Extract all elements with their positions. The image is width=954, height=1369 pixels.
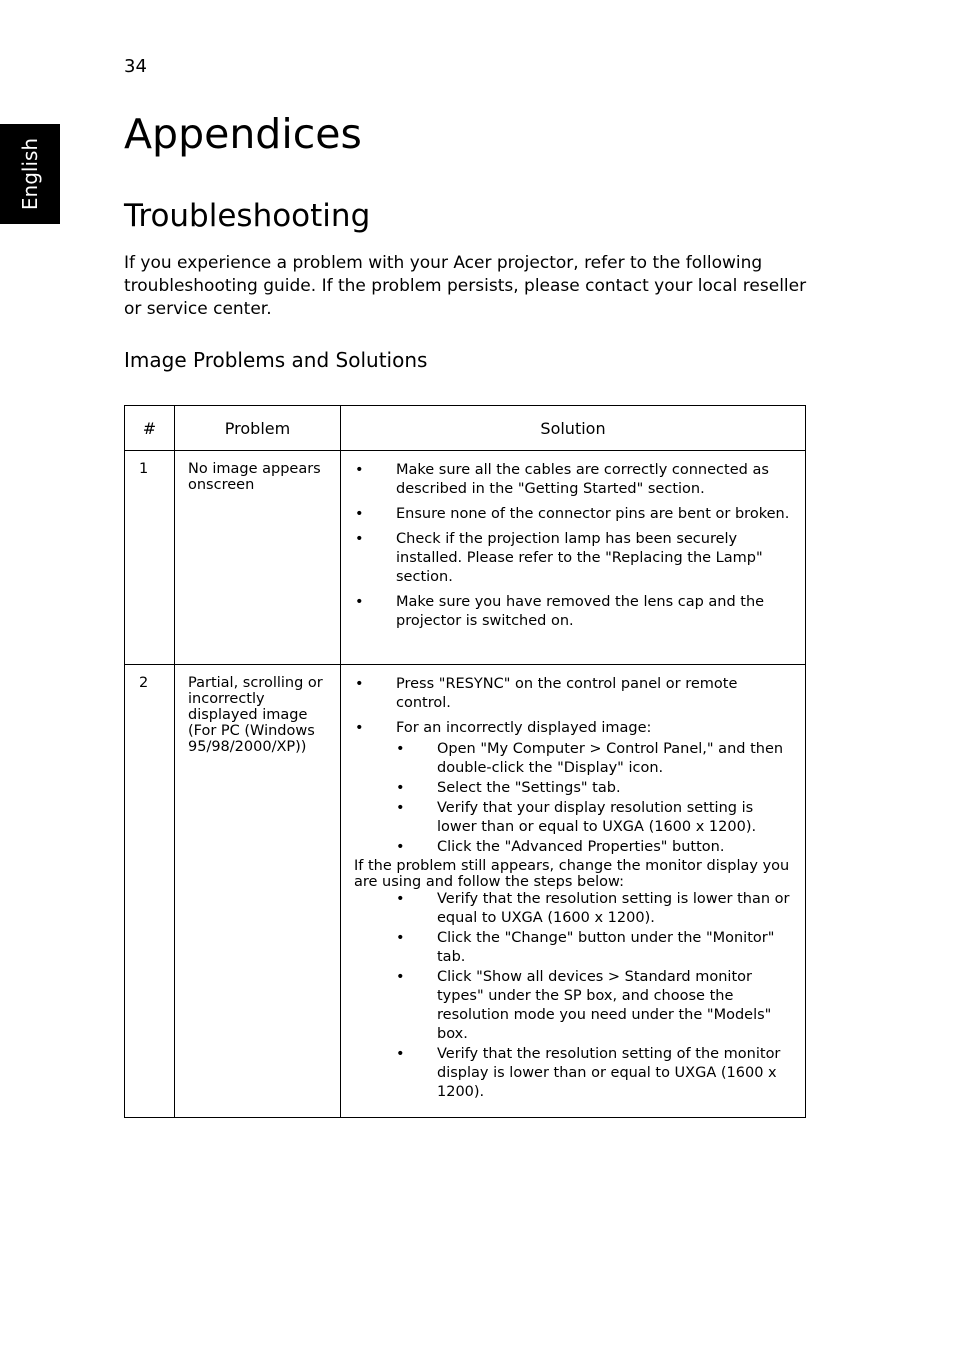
sub-solution-list bbox=[396, 740, 791, 857]
sub-list-item: • Click the "Change" button under the "Monitor" tab. bbox=[354, 929, 791, 967]
page-title: Appendices bbox=[124, 110, 362, 158]
list-item: • Make sure all the cables are correctly connected as described in the "Getting Started" section. bbox=[354, 461, 791, 499]
solution-note: If the problem still appears, change the monitor display you are using and follow the steps below: bbox=[354, 858, 790, 890]
header-solution: Solution bbox=[341, 406, 806, 451]
list-item: • Ensure none of the connector pins are bent or broken. bbox=[354, 505, 791, 524]
table-header-row bbox=[125, 406, 806, 451]
row-number: 1 bbox=[125, 451, 175, 665]
language-tab-label: English bbox=[18, 137, 42, 211]
sub-list-item: • Click "Show all devices > Standard monitor types" under the SP box, and choose the resolution mode you need under the "Models" box. bbox=[354, 968, 791, 1044]
list-item-text: For an incorrectly displayed image: bbox=[396, 720, 652, 736]
list-item: • Make sure you have removed the lens cap and the projector is switched on. bbox=[354, 593, 791, 631]
solution-list bbox=[354, 461, 791, 631]
header-number: # bbox=[125, 406, 175, 451]
troubleshooting-table bbox=[124, 405, 806, 1118]
table-row bbox=[125, 451, 806, 665]
section-title: Troubleshooting bbox=[124, 198, 371, 234]
language-tab bbox=[0, 124, 60, 224]
sub-list-item: • Verify that your display resolution setting is lower than or equal to UXGA (1600 x 1200). bbox=[396, 799, 791, 837]
problem-cell: No image appears onscreen bbox=[175, 451, 341, 665]
sub-list-item: • Select the "Settings" tab. bbox=[396, 779, 791, 798]
sub-list-item: • Verify that the resolution setting of the monitor display is lower than or equal to UXGA (1600 x 1200). bbox=[354, 1045, 791, 1102]
table-row bbox=[125, 665, 806, 1118]
intro-paragraph: If you experience a problem with your Acer projector, refer to the following troubleshooting guide. If the problem persists, please contact your local reseller or service center. bbox=[124, 253, 807, 319]
list-item: • Check if the projection lamp has been securely installed. Please refer to the "Replacing the Lamp" section. bbox=[354, 530, 791, 587]
sub-list-item: • Verify that the resolution setting is lower than or equal to UXGA (1600 x 1200). bbox=[354, 890, 791, 928]
note-steps-list bbox=[354, 890, 791, 1102]
header-problem: Problem bbox=[175, 406, 341, 451]
solution-cell bbox=[341, 665, 806, 1118]
list-item: • Press "RESYNC" on the control panel or remote control. bbox=[354, 675, 791, 713]
list-item bbox=[354, 719, 791, 857]
sub-list-item: • Click the "Advanced Properties" button. bbox=[396, 838, 791, 857]
page-number: 34 bbox=[124, 56, 147, 77]
solution-cell bbox=[341, 451, 806, 665]
subsection-title: Image Problems and Solutions bbox=[124, 348, 428, 372]
solution-list bbox=[354, 675, 791, 857]
row-number: 2 bbox=[125, 665, 175, 1118]
sub-list-item: • Open "My Computer > Control Panel," and then double-click the "Display" icon. bbox=[396, 740, 791, 778]
problem-cell: Partial, scrolling or incorrectly displayed image (For PC (Windows 95/98/2000/XP)) bbox=[175, 665, 341, 1118]
